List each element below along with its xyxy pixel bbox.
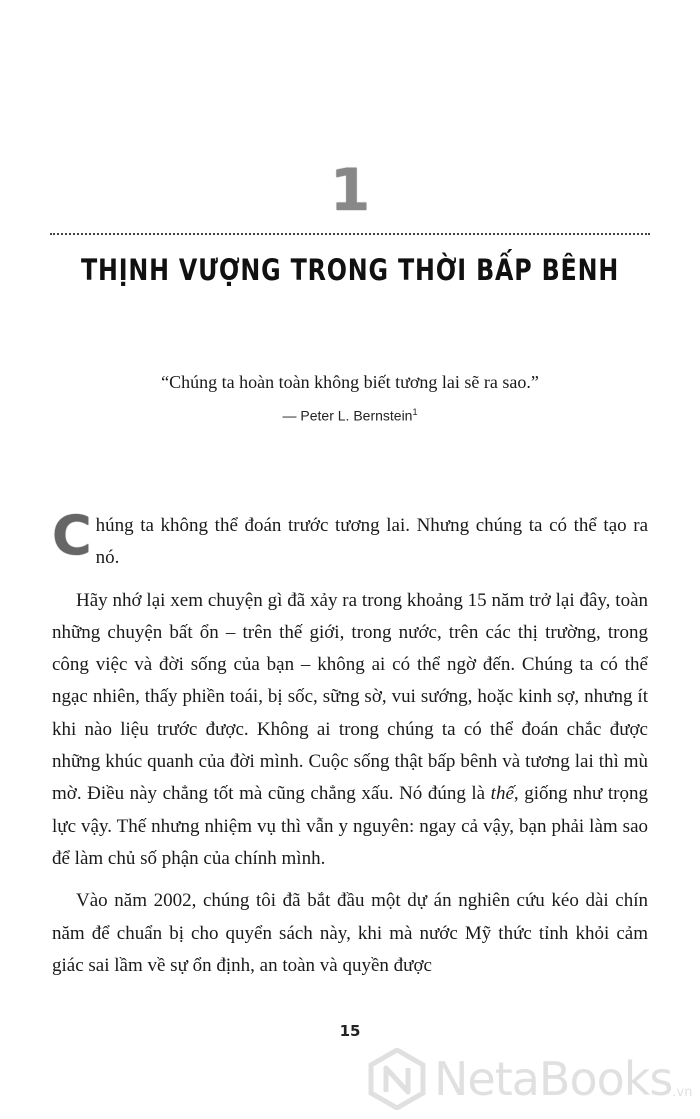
paragraph-2	[52, 585, 648, 876]
page-number: 15	[339, 1022, 361, 1040]
paragraph-1	[52, 504, 648, 575]
drop-cap: C	[52, 504, 92, 567]
chapter-title: THỊNH VƯỢNG TRONG THỜI BẤP BÊNH	[80, 253, 620, 287]
watermark-suffix: .vn	[672, 1085, 693, 1100]
body-text	[52, 504, 648, 982]
paragraph-2-text-b: , giống như trọng lực vậy. Thế nhưng nhiệm vụ thì vẫn y nguyên: ngay cả vậy, bạn phải làm sao để làm chủ số phận của chính mình.	[52, 783, 648, 869]
chapter-number: 1	[329, 156, 371, 224]
paragraph-2-italic: thế	[490, 783, 514, 805]
watermark	[366, 1044, 696, 1114]
paragraph-2-text-a: Hãy nhớ lại xem chuyện gì đã xảy ra trong khoảng 15 năm trở lại đây, toàn những chuyện bất ổn – trên thế giới, trong nước, trên các thị trường, trong công việc và đời sống của bạn – không ai có thể ngờ đến. Chúng ta có thể ngạc nhiên, thấy phiền toái, bị sốc, sững sờ, vui sướng, hoặc kinh sợ, nhưng ít khi nào liệu trước được. Không ai trong chúng ta có thể đoán chắc được những khúc quanh của đời mình. Cuộc sống thật bấp bênh và tương lai thì mù mờ. Điều này chẳng tốt mà cũng chẳng xấu. Nó đúng là	[52, 589, 648, 805]
netabooks-logo-icon	[366, 1048, 428, 1110]
watermark-text: NetaBooks	[434, 1052, 673, 1106]
chapter-divider	[50, 233, 650, 235]
epigraph-quote: “Chúng ta hoàn toàn không biết tương lai sẽ ra sao.”	[161, 372, 539, 392]
attribution-author: — Peter L. Bernstein	[282, 407, 413, 424]
paragraph-3: Vào năm 2002, chúng tôi đã bắt đầu một dự án nghiên cứu kéo dài chín năm để chuẩn bị cho quyển sách này, khi mà nước Mỹ thức tỉnh khỏi cảm giác sai lầm về sự ổn định, an toàn và quyền được	[52, 890, 648, 976]
paragraph-1-text: húng ta không thể đoán trước tương lai. Nhưng chúng ta có thể tạo ra nó.	[95, 515, 648, 569]
footnote-mark: 1	[412, 407, 418, 417]
epigraph-attribution	[0, 402, 700, 426]
